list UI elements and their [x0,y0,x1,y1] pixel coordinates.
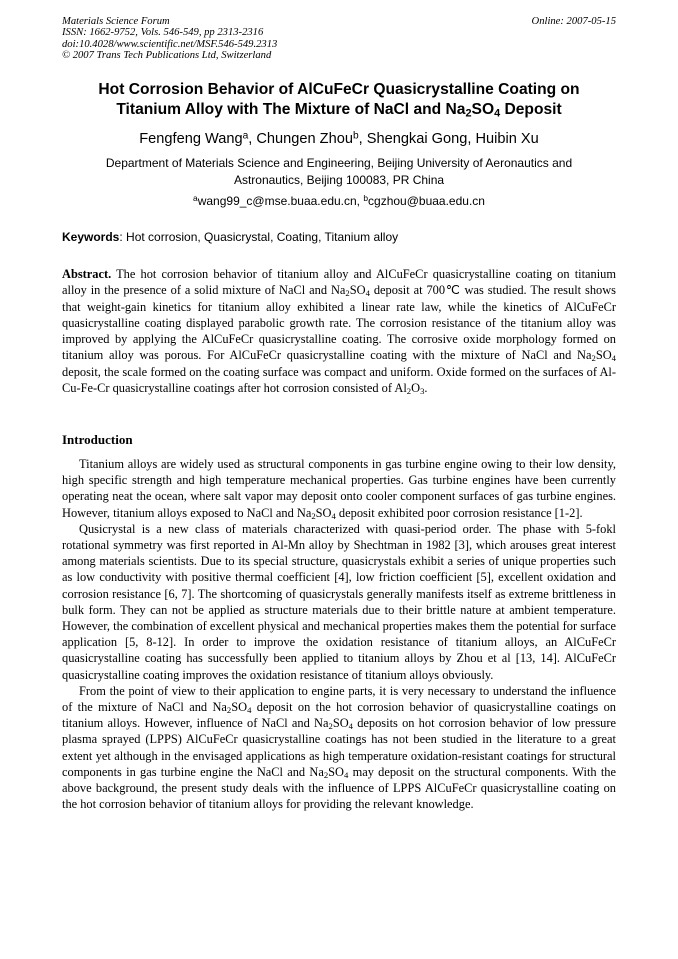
online-date: Online: 2007-05-15 [531,16,616,27]
affiliation: Department of Materials Science and Engineering, Beijing University of Aeronautics and Astronautics, Beijing 100083, PR China [105,156,573,187]
keywords-line: Keywords: Hot corrosion, Quasicrystal, Coating, Titanium alloy [62,230,399,244]
abstract-label: Abstract. [62,267,112,281]
section-heading-introduction: Introduction [62,432,133,447]
journal-name: Materials Science Forum [62,16,170,27]
title-line-1: Hot Corrosion Behavior of AlCuFeCr Quasicrystalline Coating on [98,81,580,98]
intro-paragraph-1: Titanium alloys are widely used as structural components in gas turbine engine owing to their low density, high specific strength and high temperature mechanical properties. Gas turbine engines have been currently operating neat the ocean, where salt vapor may deposit onto cooler component surfaces of gas turbine engines. However, titanium alloys exposed to NaCl and $Na_2SO_4$ deposit exhibited poor corrosion resistance [1-2]. [62,457,616,521]
copyright-line: © 2007 Trans Tech Publications Ltd, Switzerland [62,50,272,62]
abstract-paragraph: Abstract. The hot corrosion behavior of titanium alloy and AlCuFeCr quasicrystalline coating on titanium alloy in the presence of a solid mixture of NaCl and $Na_2SO_4$ deposit at 700℃ was studied. The result shows that weight-gain kinetics for titanium alloy exhibited a linear rate law, while the kinetics of AlCuFeCr quasicrystalline coating displayed parabolic growth rate. The corrosion resistance of the titanium alloy was improved by applying the AlCuFeCr quasicrystalline coating. The corrosive oxide morphology formed on titanium alloy was porous. For AlCuFeCr quasicrystalline coating with the mixture of NaCl and $Na_2SO_4$ deposit, the scale formed on the coating surface was compact and uniform. Oxide formed on the surfaces of Al-Cu-Fe-Cr quasicrystalline coatings after hot corrosion consisted of $Al_2O_3$. [62,267,616,397]
author-list: Fengfeng Wang$^a$, Chungen Zhou$^b$, Shengkai Gong, Huibin Xu [139,130,539,147]
journal-header [62,16,616,62]
intro-paragraph-3: From the point of view to their application to engine parts, it is very necessary to understand the influence of the mixture of NaCl and $Na_2SO_4$ deposit on the hot corrosion behavior of quasicrystalline coatings on titanium alloys. However, influence of NaCl and $Na_2SO_4$ deposits on hot corrosion behavior of low pressure plasma sprayed (LPPS) AlCuFeCr quasicrystalline coatings has not been studied in the literature to a great extent yet although in the envisaged applications as high temperature oxidation-resistant coatings for structural components in gas turbine engine the NaCl and $Na_2SO_4$ may deposit on the structural components. With the above background, the present study deals with the influence of LPPS AlCuFeCr quasicrystalline coating on the hot corrosion behavior of titanium alloys for providing the relevant knowledge. [62,683,616,812]
doi-line: doi:10.4028/www.scientific.net/MSF.546-549.2313 [62,38,278,50]
title-line-2: Titanium Alloy with The Mixture of NaCl and $Na_2SO_4$ Deposit [116,101,562,120]
email-link-b: cgzhou@buaa.edu.cn [368,194,485,208]
keywords-label: Keywords [62,230,120,244]
email-link-a: wang99_c@mse.buaa.edu.cn, [197,194,364,208]
intro-paragraph-2: Qusicrystal is a new class of materials characterized with quasi-period order. The phase with 5-fokl rotational symmetry was first reported in Al-Mn alloy by Shechtman in 1982 [3], which arouses great interest among materials scientists. Due to its special structure, quasicrystals exhibit a series of unique properties such as low conductivity with positive thermal coefficient [4], low friction coefficient [5], excellent oxidation and corrosion resistance [6, 7]. The shortcoming of quasicrystals generally manifests itself as extreme brittleness in bulk form. They can not be applied as structure materials due to their brittle nature at ambient temperature. However, the combination of excellent physical and mechanical properties makes them the potential for surface application [5, 8-12]. In order to improve the oxidation resistance of titanium alloys, an AlCuFeCr quasicrystalline coating has successfully been applied to titanium alloys by Zhou et al [13, 14]. AlCuFeCr quasicrystalline coating improves the oxidation resistance of titanium alloys obviously. [62,521,616,682]
issn-line: ISSN: 1662-9752, Vols. 546-549, pp 2313-2316 [62,27,264,39]
author-emails: $^a$wang99_c@mse.buaa.edu.cn, $^b$cgzhou@buaa.edu.cn [193,193,485,208]
paper-title [62,80,616,120]
introduction-body [62,456,616,812]
